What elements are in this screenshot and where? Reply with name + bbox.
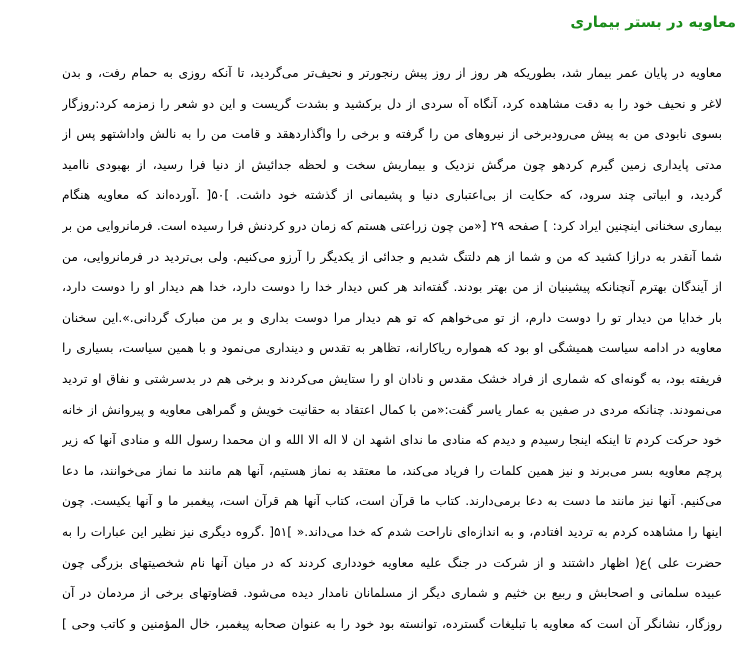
text-line: گردید، و ابیاتی چند سرود، که حکایت از بی‌اعتباری دنیا و پشیمانی از گذشته خود داشت. ]۵۰[ .آورده‌اند که معاویه هنگام (62, 188, 722, 203)
text-line: خود حرکت کردم تا اینکه اینجا رسیدم و دیدم که منادی ما ندای اشهد ان لا اله الا الله و ان محمدا رسول الله و منادی آنها که زیر (62, 433, 722, 448)
page-title: معاویه در بستر بیماری (570, 13, 736, 31)
text-line: معاویه در پایان عمر بیمار شد، بطوریکه هر روز از روز پیش رنجورتر و نحیف‌تر می‌گردید، تا آنکه روزی به حمام رفت، و بدن (62, 66, 722, 80)
text-line: مدتی پایداری زمین گیرم کردهو چون مرگش نزدیک و بیماریش سخت و لحظه جدائیش از دنیا فرا رسید، از بهبودی ناامید (62, 157, 722, 172)
text-line: معاویه در ادامه سیاست همیشگی او بود که همواره ریاکارانه، تظاهر به تقدس و دینداری می‌نمود و با همین سیاست، بسیاری را (62, 341, 722, 356)
text-line: شما آنقدر به درازا کشید که من و شما از هم دلتنگ شدیم و جدائی از یکدیگر را آرزو می‌کنیم. ولی بی‌تردید در فرمانروایی، من (62, 249, 722, 264)
text-line: بسوی نابودی من به پیش می‌رودبرخی از نیروهای من را گرفته و برخی را واگذاردهقد و قامت من را به نالش واداشتهو پس از (62, 127, 722, 142)
text-line: حضرت علی )ع( اظهار داشتند و از شرکت در جنگ علیه معاویه خودداری کردند که در میان آنها نام شخصیتهای بزرگی چون (62, 555, 722, 570)
text-line: بیماری سخنانی اینچنین ایراد کرد: ] صفحه ۲۹ [«من چون زراعتی هستم که زمان درو کردنش فرا رسیده است. فرمانروایی من بر (62, 218, 722, 233)
text-line: عبیده سلمانی و اصحابش و ربیع بن خثیم و شماری دیگر از مسلمانان نامدار دیده می‌شود. قضاوتهای برخی از مردمان در آن (62, 586, 722, 601)
text-line: می‌نمودند. چنانکه مردی در صفین به عمار یاسر گفت:«من با کمال اعتقاد به حقانیت خویش و گمراهی معاویه و پیروانش از خانه (62, 402, 722, 417)
text-line: اینها را مشاهده کردم به تردید افتادم، و به اندازه‌ای ناراحت شدم که خدا می‌داند.« ]۵۱[ .گروه دیگری نیز نظیر این عبارات را به (62, 524, 722, 539)
text-line: روزگار، نشانگر آن است که معاویه با تبلیغات گسترده، توانسته بود خود را به عنوان صحابه پیغمبر، خال المؤمنین و کاتب وحی ] (62, 616, 722, 631)
text-line: از آیندگان بهترم آنچنانکه پیشینیان از من بهتر بودند. گفته‌اند هر کس دیدار خدا را دوست دارد، خدا هم دیدار او را دوست دارد، (62, 280, 722, 295)
text-line: می‌کنیم. آنها نیز مانند ما دست به دعا برمی‌دارند. کتاب ما قرآن است، کتاب آنها هم قرآن است، پیغمبر ما و آنها یکیست. چون (62, 494, 722, 509)
article-body (62, 58, 722, 639)
text-line: فریفته بود، به گونه‌ای که شماری از فراد خشک مقدس و نادان او را ستایش می‌کردند و برخی هم در بدسرشتی و نفاق او تردید (62, 371, 722, 386)
text-line: لاغر و نحیف خود را به دقت مشاهده کرد، آنگاه آه سردی از دل برکشید و بشدت گریست و این دو شعر را زمزمه کرد:روزگار (62, 96, 722, 111)
text-line: پرچم معاویه بسر می‌برند و نیز همین کلمات را فریاد می‌کند، ما معتقد به نماز هستیم، آنها هم مانند ما نماز می‌خوانند، ما دعا (62, 463, 722, 478)
text-line: بار خدایا من دیدار تو را دوست دارم، از تو می‌خواهم که تو هم دیدار مرا دوست بداری و بر من مبارک گردانی.».این سخنان (62, 310, 722, 325)
